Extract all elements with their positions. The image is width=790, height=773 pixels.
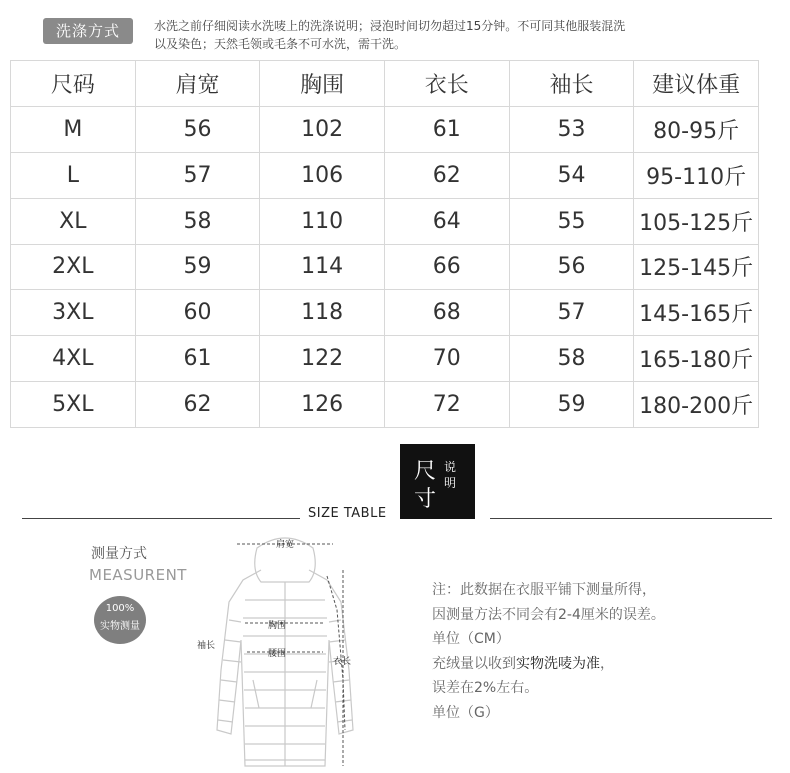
cell-length: 72 xyxy=(384,382,509,428)
title-char-chi: 尺 xyxy=(414,459,437,484)
cell-shoulder: 62 xyxy=(135,382,260,428)
cell-chest: 114 xyxy=(260,244,385,290)
cell-length: 64 xyxy=(384,198,509,244)
divider-left xyxy=(22,518,300,519)
table-row xyxy=(11,336,759,382)
cell-sleeve: 54 xyxy=(509,152,634,198)
note-line6: 单位（G） xyxy=(432,704,499,721)
cell-sleeve: 55 xyxy=(509,198,634,244)
note-line3: 单位（CM） xyxy=(432,631,510,647)
header-chest: 胸围 xyxy=(260,61,385,107)
cell-size: L xyxy=(11,152,136,198)
measure-method-en: MEASURENT xyxy=(89,566,187,584)
cell-length: 62 xyxy=(384,152,509,198)
cell-weight: 80-95斤 xyxy=(634,106,759,152)
cell-shoulder: 57 xyxy=(135,152,260,198)
title-char-cun: 寸 xyxy=(414,487,437,512)
cell-size: 2XL xyxy=(11,244,136,290)
cell-chest: 126 xyxy=(260,382,385,428)
cell-size: XL xyxy=(11,198,136,244)
cell-weight: 165-180斤 xyxy=(634,336,759,382)
actual-measure-badge xyxy=(94,596,146,644)
measure-method-title: 测量方式 xyxy=(91,546,147,562)
cell-chest: 118 xyxy=(260,290,385,336)
label-shoulder: 肩宽 xyxy=(275,539,295,549)
cell-chest: 102 xyxy=(260,106,385,152)
cell-shoulder: 59 xyxy=(135,244,260,290)
measurement-notes xyxy=(432,578,665,725)
cell-length: 70 xyxy=(384,336,509,382)
note-line4-b: 实物洗唛为准 xyxy=(516,655,600,672)
size-table-label: SIZE TABLE xyxy=(308,506,387,521)
table-row xyxy=(11,106,759,152)
label-waist: 腰围 xyxy=(267,648,287,658)
cell-sleeve: 53 xyxy=(509,106,634,152)
cell-weight: 105-125斤 xyxy=(634,198,759,244)
cell-sleeve: 59 xyxy=(509,382,634,428)
table-row xyxy=(11,244,759,290)
cell-sleeve: 57 xyxy=(509,290,634,336)
note-line1: 注：此数据在衣服平铺下测量所得， xyxy=(432,582,656,598)
cell-sleeve: 56 xyxy=(509,244,634,290)
cell-chest: 110 xyxy=(260,198,385,244)
divider-right xyxy=(490,518,772,519)
note-line2: 因测量方法不同会有2-4厘米的误差。 xyxy=(432,606,665,623)
header-length: 衣长 xyxy=(384,61,509,107)
header-weight: 建议体重 xyxy=(634,61,759,107)
cell-shoulder: 58 xyxy=(135,198,260,244)
label-length: 衣长 xyxy=(333,656,352,666)
cell-shoulder: 61 xyxy=(135,336,260,382)
size-table xyxy=(10,60,759,428)
label-sleeve: 袖长 xyxy=(197,640,216,650)
header-sleeve: 袖长 xyxy=(509,61,634,107)
title-char-shuo: 说 xyxy=(444,460,457,474)
jacket-measure-diagram xyxy=(185,530,385,770)
note-line4-a: 充绒量以收到 xyxy=(432,655,516,672)
note-line5: 误差在2%左右。 xyxy=(432,680,539,696)
cell-weight: 125-145斤 xyxy=(634,244,759,290)
badge-text: 实物测量 xyxy=(100,621,140,632)
badge-percent: 100% xyxy=(105,603,135,614)
cell-length: 66 xyxy=(384,244,509,290)
wash-instructions-line1: 水洗之前仔细阅读水洗唛上的洗涤说明；浸泡时间切勿超过15分钟。不可同其他服装混洗 xyxy=(154,19,626,33)
cell-size: 4XL xyxy=(11,336,136,382)
table-row xyxy=(11,198,759,244)
header-size: 尺码 xyxy=(11,61,136,107)
note-line4 xyxy=(432,652,665,677)
cell-sleeve: 58 xyxy=(509,336,634,382)
cell-shoulder: 60 xyxy=(135,290,260,336)
cell-chest: 122 xyxy=(260,336,385,382)
cell-length: 61 xyxy=(384,106,509,152)
wash-instructions xyxy=(154,17,754,53)
cell-length: 68 xyxy=(384,290,509,336)
table-row xyxy=(11,290,759,336)
cell-weight: 145-165斤 xyxy=(634,290,759,336)
table-row xyxy=(11,382,759,428)
cell-shoulder: 56 xyxy=(135,106,260,152)
note-line4-c: ， xyxy=(600,655,614,672)
cell-size: 5XL xyxy=(11,382,136,428)
label-chest: 胸围 xyxy=(267,620,287,630)
cell-size: 3XL xyxy=(11,290,136,336)
wash-method-badge: 洗涤方式 xyxy=(43,18,133,44)
title-char-ming: 明 xyxy=(444,476,457,490)
cell-weight: 95-110斤 xyxy=(634,152,759,198)
table-header-row xyxy=(11,61,759,107)
cell-chest: 106 xyxy=(260,152,385,198)
size-description-box xyxy=(400,444,475,519)
header-shoulder: 肩宽 xyxy=(135,61,260,107)
table-row xyxy=(11,152,759,198)
wash-instructions-line2: 以及染色；天然毛领或毛条不可水洗，需干洗。 xyxy=(154,37,407,51)
cell-size: M xyxy=(11,106,136,152)
cell-weight: 180-200斤 xyxy=(634,382,759,428)
